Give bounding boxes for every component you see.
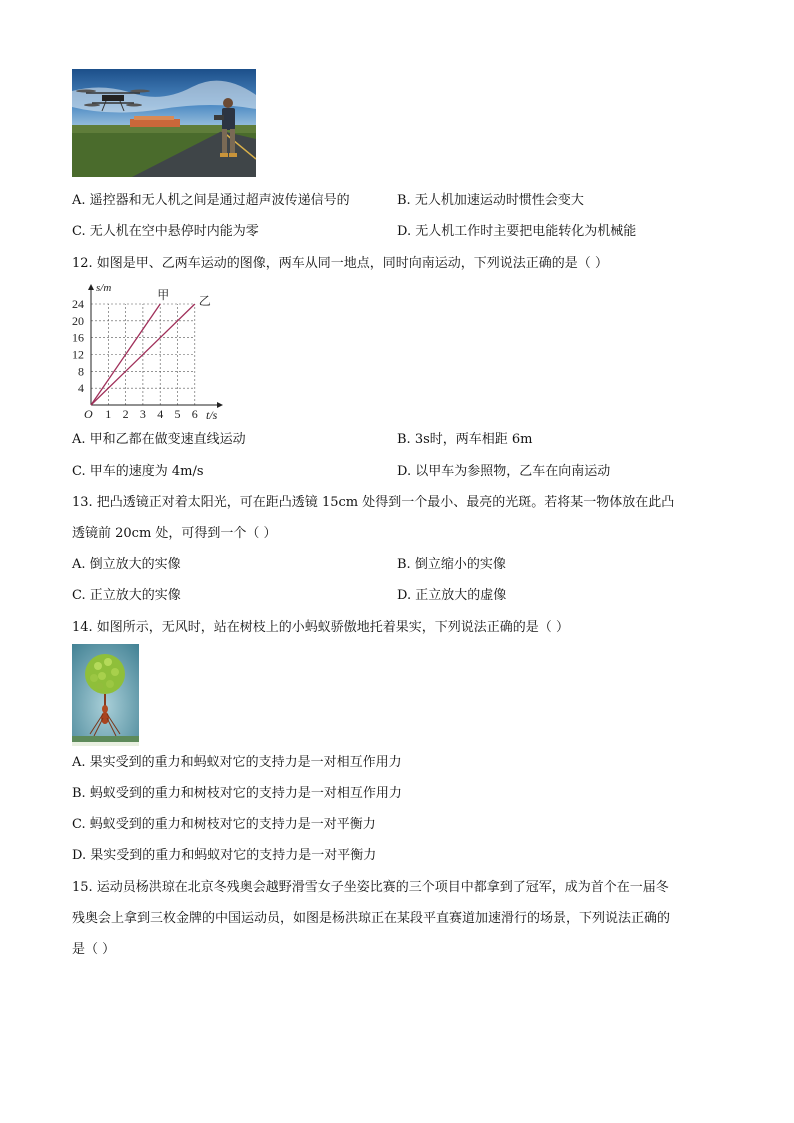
fruit-icon	[85, 654, 125, 694]
q13-option-b[interactable]: B. 倒立缩小的实像	[397, 557, 506, 572]
x-tick-label: 1	[105, 407, 112, 421]
q12-option-c[interactable]: C. 甲车的速度为 4m/s	[72, 464, 204, 479]
q13-stem-line1: 13. 把凸透镜正对着太阳光，可在距凸透镜 15cm 处得到一个最小、最亮的光斑。若将某一物体放在此凸	[72, 495, 675, 510]
origin-label: O	[84, 407, 93, 421]
x-tick-label: 2	[122, 407, 129, 421]
ant-fruit-photo	[72, 644, 139, 746]
q12-option-b[interactable]: B. 3s时，两车相距 6m	[397, 432, 533, 447]
series-label-yi: 乙	[198, 294, 211, 308]
q12-stem: 12. 如图是甲、乙两车运动的图像，两车从同一地点，同时向南运动，下列说法正确的是（ ）	[72, 256, 608, 271]
q13-option-d[interactable]: D. 正立放大的虚像	[397, 588, 507, 603]
q14-option-c[interactable]: C. 蚂蚁受到的重力和树枝对它的支持力是一对平衡力	[72, 817, 376, 832]
q12-option-d[interactable]: D. 以甲车为参照物，乙车在向南运动	[397, 464, 611, 479]
q14-option-d[interactable]: D. 果实受到的重力和蚂蚁对它的支持力是一对平衡力	[72, 848, 377, 863]
x-tick-label: 3	[139, 407, 146, 421]
q15-stem-line3: 是（ ）	[72, 942, 116, 957]
q13-option-c[interactable]: C. 正立放大的实像	[72, 588, 181, 603]
q11-option-d[interactable]: D. 无人机工作时主要把电能转化为机械能	[397, 224, 637, 239]
y-tick-label: 12	[72, 347, 84, 362]
q11-option-a[interactable]: A. 遥控器和无人机之间是通过超声波传递信号的	[72, 193, 350, 208]
y-tick-label: 24	[72, 297, 84, 311]
x-tick-label: 5	[174, 407, 181, 421]
y-tick-label: 20	[72, 313, 84, 328]
q11-option-c[interactable]: C. 无人机在空中悬停时内能为零	[72, 224, 259, 239]
q13-option-a[interactable]: A. 倒立放大的实像	[72, 557, 181, 572]
q14-option-a[interactable]: A. 果实受到的重力和蚂蚁对它的支持力是一对相互作用力	[72, 755, 402, 770]
motion-graph	[72, 280, 232, 425]
q14-option-b[interactable]: B. 蚂蚁受到的重力和树枝对它的支持力是一对相互作用力	[72, 786, 402, 801]
q15-stem-line1: 15. 运动员杨洪琼在北京冬残奥会越野滑雪女子坐姿比赛的三个项目中都拿到了冠军，成为首个在一届冬	[72, 880, 669, 895]
q13-stem-line2: 透镜前 20cm 处，可得到一个（ ）	[72, 526, 277, 541]
q14-stem: 14. 如图所示，无风时，站在树枝上的小蚂蚁骄傲地托着果实，下列说法正确的是（ ）	[72, 620, 569, 635]
series-label-jia: 甲	[157, 288, 170, 302]
x-tick-label: 4	[157, 407, 164, 421]
x-axis-label: t/s	[206, 408, 218, 422]
x-tick-label: 6	[191, 407, 198, 421]
q11-option-b[interactable]: B. 无人机加速运动时惯性会变大	[397, 193, 584, 208]
y-axis-label: s/m	[96, 282, 112, 294]
q12-option-a[interactable]: A. 甲和乙都在做变速直线运动	[72, 432, 246, 447]
drone-photo	[72, 69, 256, 177]
y-tick-label: 4	[78, 381, 84, 396]
y-tick-label: 8	[78, 364, 84, 379]
y-tick-label: 16	[72, 330, 84, 345]
q15-stem-line2: 残奥会上拿到三枚金牌的中国运动员，如图是杨洪琼正在某段平直赛道加速滑行的场景，下列说法正确的	[72, 911, 671, 926]
